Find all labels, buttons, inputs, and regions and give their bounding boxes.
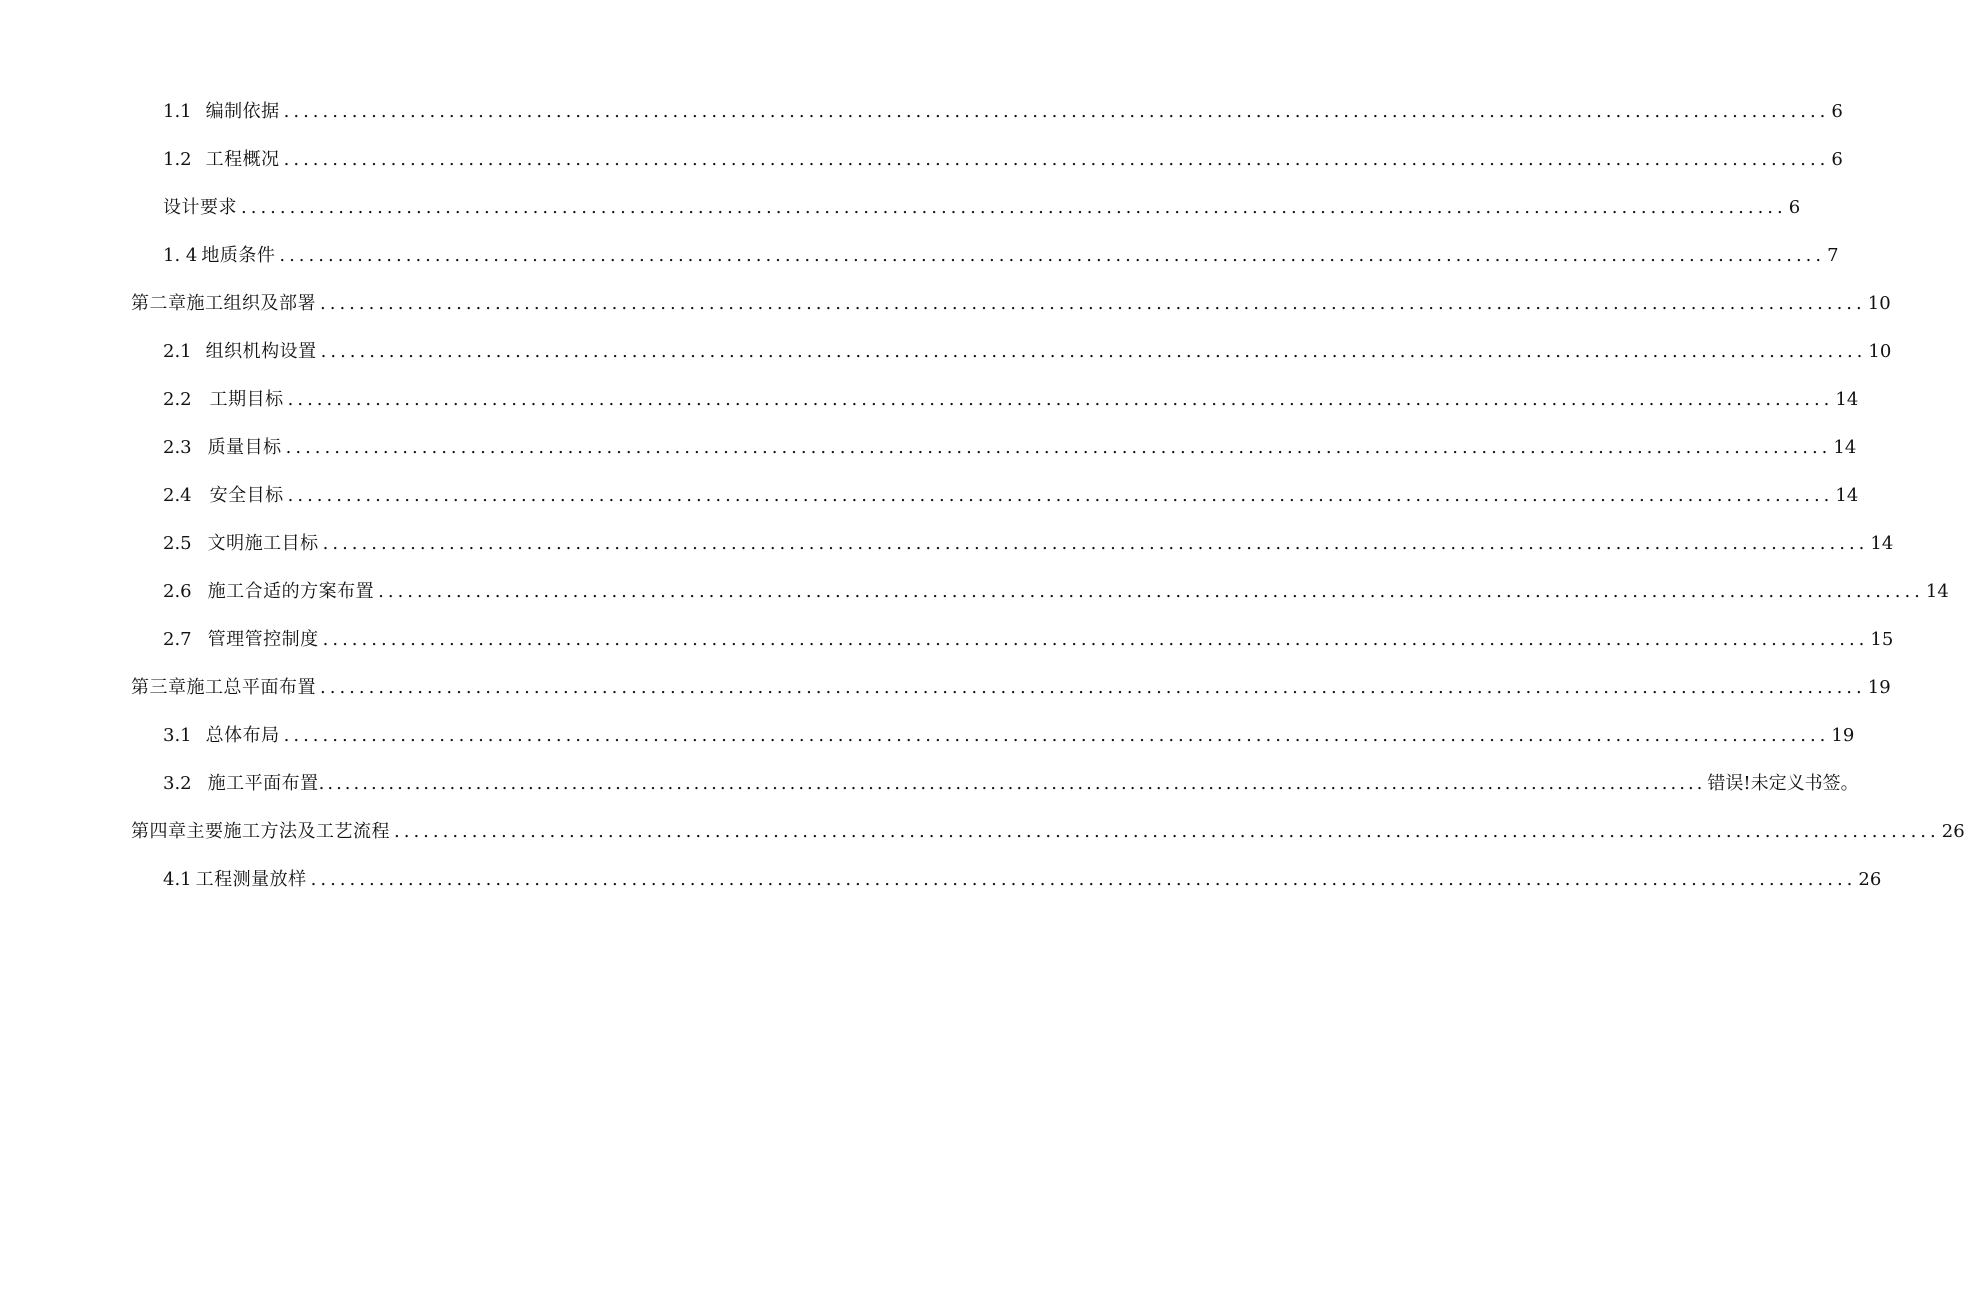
toc-entry-title: 安全目标 bbox=[209, 485, 284, 506]
toc-page-number: 10 bbox=[1867, 293, 1891, 314]
toc-chapter-2[interactable] bbox=[131, 284, 1891, 324]
toc-leader-dots: ............................................................................................................................................................... bbox=[285, 437, 1832, 458]
toc-page-number: 14 bbox=[1835, 485, 1859, 506]
toc-page-number: 6 bbox=[1788, 197, 1801, 218]
toc-entry-number: 4.1 bbox=[163, 869, 192, 890]
toc-page-number: 15 bbox=[1870, 629, 1894, 650]
toc-entry-title: 工程概况 bbox=[205, 149, 280, 170]
toc-entry-number: 2.2 bbox=[163, 389, 192, 410]
toc-entry-design-requirements[interactable] bbox=[163, 188, 1801, 228]
toc-entry-title: 施工平面布置 bbox=[207, 773, 319, 794]
toc-entry-title: 第二章施工组织及部署 bbox=[131, 293, 316, 314]
toc-leader-dots: ............................................................................................................................................................... bbox=[320, 293, 1866, 314]
toc-entry-title: 第四章主要施工方法及工艺流程 bbox=[131, 821, 390, 842]
toc-leader-dots: ............................................................................................................................................................... bbox=[283, 101, 1830, 122]
toc-entry-title: 施工合适的方案布置 bbox=[207, 581, 375, 602]
toc-bookmark-error: 错误!未定义书签。 bbox=[1707, 773, 1859, 794]
toc-entry-title: 设计要求 bbox=[163, 197, 237, 218]
toc-leader-dots: ............................................................................................................................................................... bbox=[320, 341, 1867, 362]
toc-entry-2-1[interactable] bbox=[163, 332, 1892, 372]
toc-leader-dots: ............................................................................................................................................................... bbox=[322, 533, 1869, 554]
toc-entry-title: 地质条件 bbox=[201, 245, 276, 266]
toc-leader-dots: ............................................................................................................................................................... bbox=[310, 869, 1857, 890]
toc-entry-2-6[interactable] bbox=[163, 572, 1949, 612]
toc-page-number: 26 bbox=[1941, 821, 1965, 842]
toc-entry-title: 组织机构设置 bbox=[205, 341, 317, 362]
toc-entry-number: 2.5 bbox=[163, 533, 192, 554]
toc-leader-dots: ............................................................................................................................................................... bbox=[283, 725, 1830, 746]
toc-leader-dots: ............................................................................................................................................................... bbox=[394, 821, 1940, 842]
toc-entry-1-1[interactable] bbox=[163, 92, 1843, 132]
toc-entry-number: 3.2 bbox=[163, 773, 192, 794]
toc-entry-title: 工程测量放样 bbox=[195, 869, 307, 890]
toc-entry-2-5[interactable] bbox=[163, 524, 1894, 564]
toc-leader-dots: ............................................................................................................................................................... bbox=[322, 629, 1869, 650]
toc-leader-dots: ............................................................................................................................................................... bbox=[287, 485, 1834, 506]
toc-entry-title: 编制依据 bbox=[205, 101, 280, 122]
toc-leader-dots: ............................................................................................................................................................... bbox=[318, 773, 1706, 794]
toc-entry-title: 总体布局 bbox=[205, 725, 280, 746]
toc-entry-number: 1.1 bbox=[163, 101, 192, 122]
toc-entry-title: 质量目标 bbox=[207, 437, 282, 458]
toc-leader-dots: ............................................................................................................................................................... bbox=[287, 389, 1834, 410]
toc-page-number: 14 bbox=[1870, 533, 1894, 554]
toc-entry-number: 1. 4 bbox=[163, 245, 198, 266]
toc-page-number: 14 bbox=[1835, 389, 1859, 410]
toc-entry-title: 第三章施工总平面布置 bbox=[131, 677, 316, 698]
toc-page-number: 19 bbox=[1831, 725, 1855, 746]
toc-leader-dots: ............................................................................................................................................................... bbox=[279, 245, 1826, 266]
toc-entry-title: 工期目标 bbox=[209, 389, 284, 410]
toc-entry-1-2[interactable] bbox=[163, 140, 1843, 180]
toc-leader-dots: ............................................................................................................................................................... bbox=[241, 197, 1787, 218]
toc-entry-4-1[interactable] bbox=[163, 860, 1882, 900]
toc-entry-number: 2.6 bbox=[163, 581, 192, 602]
toc-entry-1-4[interactable] bbox=[163, 236, 1839, 276]
toc-chapter-3[interactable] bbox=[131, 668, 1891, 708]
toc-entry-number: 3.1 bbox=[163, 725, 192, 746]
toc-leader-dots: ............................................................................................................................................................... bbox=[378, 581, 1924, 602]
toc-entry-number: 2.4 bbox=[163, 485, 192, 506]
toc-page-number: 19 bbox=[1867, 677, 1891, 698]
toc-entry-3-1[interactable] bbox=[163, 716, 1855, 756]
toc-entry-number: 2.7 bbox=[163, 629, 192, 650]
toc-page-number: 14 bbox=[1833, 437, 1857, 458]
toc-leader-dots: ............................................................................................................................................................... bbox=[320, 677, 1866, 698]
toc-entry-number: 2.3 bbox=[163, 437, 192, 458]
toc-entry-title: 文明施工目标 bbox=[207, 533, 319, 554]
toc-page-number: 7 bbox=[1827, 245, 1839, 266]
toc-entry-2-7[interactable] bbox=[163, 620, 1894, 660]
toc-entry-number: 1.2 bbox=[163, 149, 192, 170]
toc-entry-2-4[interactable] bbox=[163, 476, 1859, 516]
toc-entry-number: 2.1 bbox=[163, 341, 192, 362]
toc-entry-2-2[interactable] bbox=[163, 380, 1859, 420]
toc-page-number: 14 bbox=[1925, 581, 1949, 602]
toc-page-number: 10 bbox=[1868, 341, 1892, 362]
toc-page-number: 6 bbox=[1831, 149, 1843, 170]
toc-entry-3-2[interactable] bbox=[163, 764, 1859, 804]
toc-page-number: 26 bbox=[1858, 869, 1882, 890]
toc-entry-2-3[interactable] bbox=[163, 428, 1857, 468]
toc-leader-dots: ............................................................................................................................................................... bbox=[283, 149, 1830, 170]
toc-entry-title: 管理管控制度 bbox=[207, 629, 319, 650]
toc-chapter-4[interactable] bbox=[131, 812, 1965, 852]
toc-page-number: 6 bbox=[1831, 101, 1843, 122]
